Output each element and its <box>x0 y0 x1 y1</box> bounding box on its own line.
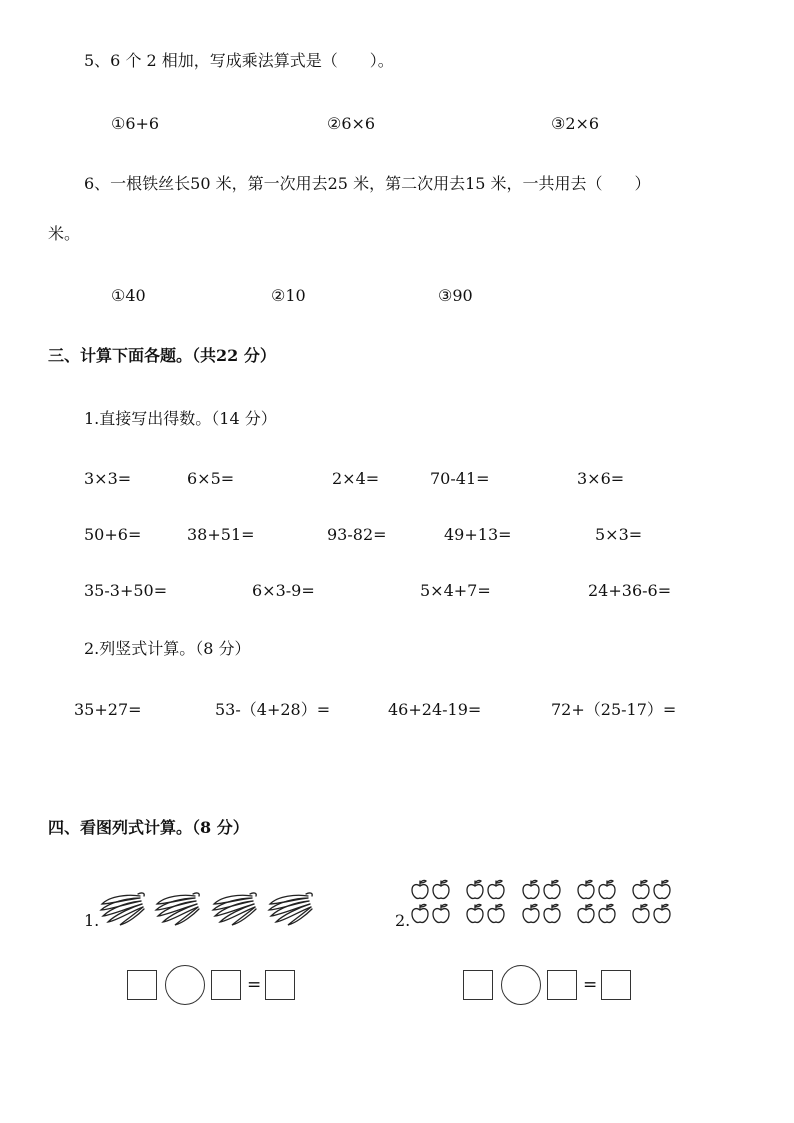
question-6-option-1: ①40 <box>111 286 146 305</box>
banana-bunch-icon <box>266 888 316 928</box>
apple-icon <box>542 879 562 901</box>
calc-problem: 70-41= <box>430 469 490 488</box>
calc-problem: 5×3= <box>595 525 643 544</box>
apple-icon <box>542 903 562 925</box>
apple-icon <box>431 879 451 901</box>
apple-icon <box>410 879 430 901</box>
question-6-continuation: 米。 <box>48 224 81 243</box>
question-5-text: 5、6 个 2 相加，写成乘法算式是（ ）。 <box>84 51 394 70</box>
banana-bunch-icon <box>210 888 260 928</box>
apple-icon <box>631 879 651 901</box>
apple-icon <box>465 903 485 925</box>
apple-icon <box>486 903 506 925</box>
apple-icon <box>576 903 596 925</box>
calc-problem: 35-3+50= <box>84 581 168 600</box>
banana-bunch-icon <box>153 888 203 928</box>
question-5-option-2: ②6×6 <box>327 114 376 133</box>
vertical-calc-problem: 46+24-19= <box>388 700 482 719</box>
answer-box-5[interactable] <box>547 970 577 1000</box>
banana-bunch-icon <box>98 888 148 928</box>
answer-box-1[interactable] <box>127 970 157 1000</box>
calc-problem: 3×3= <box>84 469 132 488</box>
calc-problem: 50+6= <box>84 525 142 544</box>
apple-icon <box>410 903 430 925</box>
section-4-heading: 四、看图列式计算。（8 分） <box>48 818 249 837</box>
calc-problem: 2×4= <box>332 469 380 488</box>
calc-problem: 24+36-6= <box>588 581 672 600</box>
calc-problem: 5×4+7= <box>420 581 491 600</box>
calc-problem: 93-82= <box>327 525 387 544</box>
section-3-part-1-title: 1.直接写出得数。（14 分） <box>84 409 277 428</box>
section-3-part-2-title: 2.列竖式计算。（8 分） <box>84 639 251 658</box>
question-6-option-2: ②10 <box>271 286 306 305</box>
picture-item-1-label: 1. <box>84 911 100 930</box>
question-5-option-3: ③2×6 <box>551 114 600 133</box>
apple-icon <box>465 879 485 901</box>
section-3-heading: 三、计算下面各题。（共22 分） <box>48 346 276 365</box>
vertical-calc-problem: 72+（25-17）= <box>551 700 677 719</box>
answer-box-3[interactable] <box>265 970 295 1000</box>
question-5-option-1: ①6+6 <box>111 114 160 133</box>
calc-problem: 6×3-9= <box>252 581 315 600</box>
calc-problem: 38+51= <box>187 525 255 544</box>
vertical-calc-problem: 35+27= <box>74 700 142 719</box>
apple-icon <box>652 903 672 925</box>
question-6-option-3: ③90 <box>438 286 473 305</box>
apple-icon <box>597 903 617 925</box>
calc-problem: 6×5= <box>187 469 235 488</box>
vertical-calc-problem: 53-（4+28）= <box>215 700 331 719</box>
calc-problem: 49+13= <box>444 525 512 544</box>
apple-icon <box>521 879 541 901</box>
operator-circle-2[interactable] <box>501 965 541 1005</box>
picture-item-2-label: 2. <box>395 911 411 930</box>
equals-sign-1: = <box>247 975 262 995</box>
answer-box-2[interactable] <box>211 970 241 1000</box>
question-6-text: 6、一根铁丝长50 米，第一次用去25 米，第二次用去15 米，一共用去（ ） <box>84 174 651 193</box>
apple-icon <box>652 879 672 901</box>
apple-icon <box>521 903 541 925</box>
equals-sign-2: = <box>583 975 598 995</box>
apple-icon <box>576 879 596 901</box>
answer-box-4[interactable] <box>463 970 493 1000</box>
calc-problem: 3×6= <box>577 469 625 488</box>
apple-icon <box>486 879 506 901</box>
apple-icon <box>597 879 617 901</box>
operator-circle-1[interactable] <box>165 965 205 1005</box>
apple-icon <box>431 903 451 925</box>
answer-box-6[interactable] <box>601 970 631 1000</box>
apple-icon <box>631 903 651 925</box>
